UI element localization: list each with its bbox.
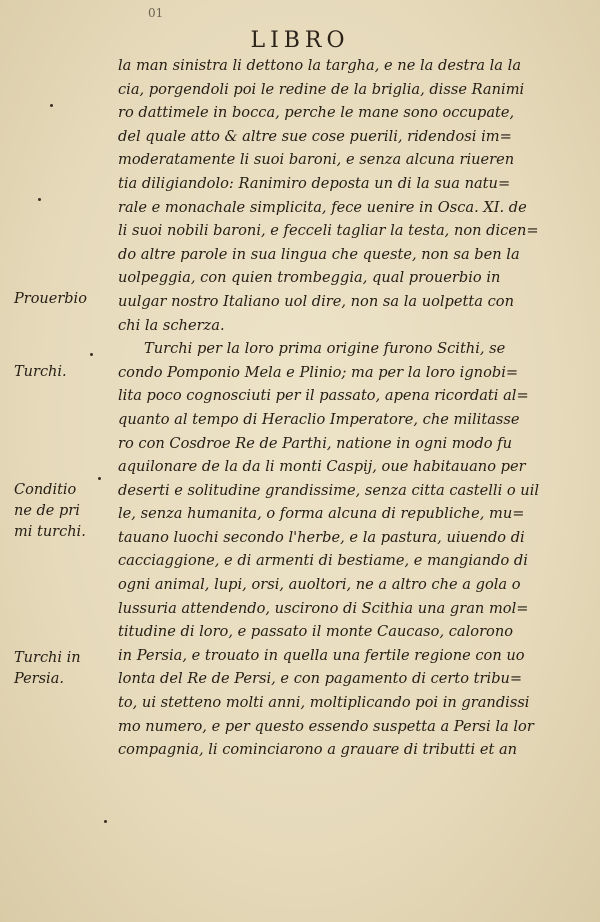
margin-note-turchi: Turchi.: [14, 364, 67, 380]
text-line: cacciaggione, e di armenti di bestiame, e mangiando di: [118, 552, 528, 570]
text-line: compagnia, li cominciarono a grauare di tributti et an: [118, 741, 518, 759]
text-line: ro dattimele in bocca, perche le mane sono occupate,: [118, 104, 515, 122]
text-line: tauano luochi secondo l'herbe, e la pastura, uiuendo di: [118, 528, 525, 546]
text-line: in Persia, e trouato in quella una fertile regione con uo: [118, 646, 525, 664]
text-line: ogni animal, lupi, orsi, auoltori, ne a altro che a gola o: [118, 576, 521, 594]
text-line: titudine di loro, e passato il monte Caucaso, calorono: [118, 623, 514, 641]
margin-note-line: mi turchi.: [14, 524, 86, 540]
ink-dot: [50, 104, 53, 107]
text-line: li suoi nobili baroni, e fecceli tagliar la testa, non dicen=: [118, 222, 539, 240]
margin-note-line: Conditio: [14, 482, 77, 498]
text-line: mo numero, e per questo essendo suspetta a Persi la lor: [118, 717, 534, 735]
text-line: rale e monachale simplicita, fece uenire in Osca. XI. de: [118, 198, 527, 216]
text-line: to, ui stetteno molti anni, moltiplicando poi in grandissi: [118, 694, 530, 712]
text-line: do altre parole in sua lingua che queste, non sa ben la: [118, 245, 520, 263]
body-text: [118, 54, 548, 762]
text-line: uulgar nostro Italiano uol dire, non sa la uolpetta con: [118, 292, 514, 310]
margin-note-line: ne de pri: [14, 503, 80, 519]
text-line: la man sinistra li dettono la targha, e ne la destra la la: [118, 57, 522, 74]
folio-number: 01: [148, 6, 164, 20]
text-line: lita poco cognosciuti per il passato, apena ricordati al=: [118, 387, 529, 405]
text-line: lonta del Re de Persi, e con pagamento di certo tribu=: [118, 670, 523, 688]
running-header: LIBRO: [250, 28, 350, 53]
text-line: quanto al tempo di Heraclio Imperatore, che militasse: [118, 410, 520, 428]
text-line: tia diligiandolo: Ranimiro deposta un di la sua natu=: [118, 174, 511, 192]
text-line: Turchi per la loro prima origine furono Scithi, se: [144, 340, 506, 358]
margin-note-turchi-persia: [14, 648, 81, 690]
ink-dot: [98, 477, 101, 480]
margin-note-conditione: [14, 480, 86, 543]
margin-note-line: Turchi in: [14, 650, 81, 666]
text-line: condo Pomponio Mela e Plinio; ma per la loro ignobi=: [118, 363, 519, 381]
text-line: aquilonare de la da li monti Caspij, oue habitauano per: [118, 458, 526, 476]
text-line: del quale atto & altre sue cose puerili, ridendosi im=: [118, 127, 512, 145]
text-line: uolpeggia, con quien trombeggia, qual prouerbio in: [118, 269, 501, 287]
ink-dot: [38, 198, 41, 201]
text-line: ro con Cosdroe Re de Parthi, natione in ogni modo fu: [118, 434, 512, 452]
text-line: lussuria attendendo, uscirono di Scithia una gran mol=: [118, 599, 529, 617]
ink-dot: [104, 820, 107, 823]
text-line: moderatamente li suoi baroni, e senza alcuna riueren: [118, 151, 515, 169]
ink-dot: [90, 353, 93, 356]
text-line: chi la scherza.: [118, 316, 225, 334]
text-line: deserti e solitudine grandissime, senza citta castelli o uil: [118, 481, 540, 499]
margin-note-line: Persia.: [14, 671, 64, 687]
text-line: cia, porgendoli poi le redine de la briglia, disse Ranimi: [118, 80, 525, 98]
text-line: le, senza humanita, o forma alcuna di republiche, mu=: [118, 505, 525, 523]
margin-note-prouerbio: Prouerbio: [14, 291, 87, 307]
